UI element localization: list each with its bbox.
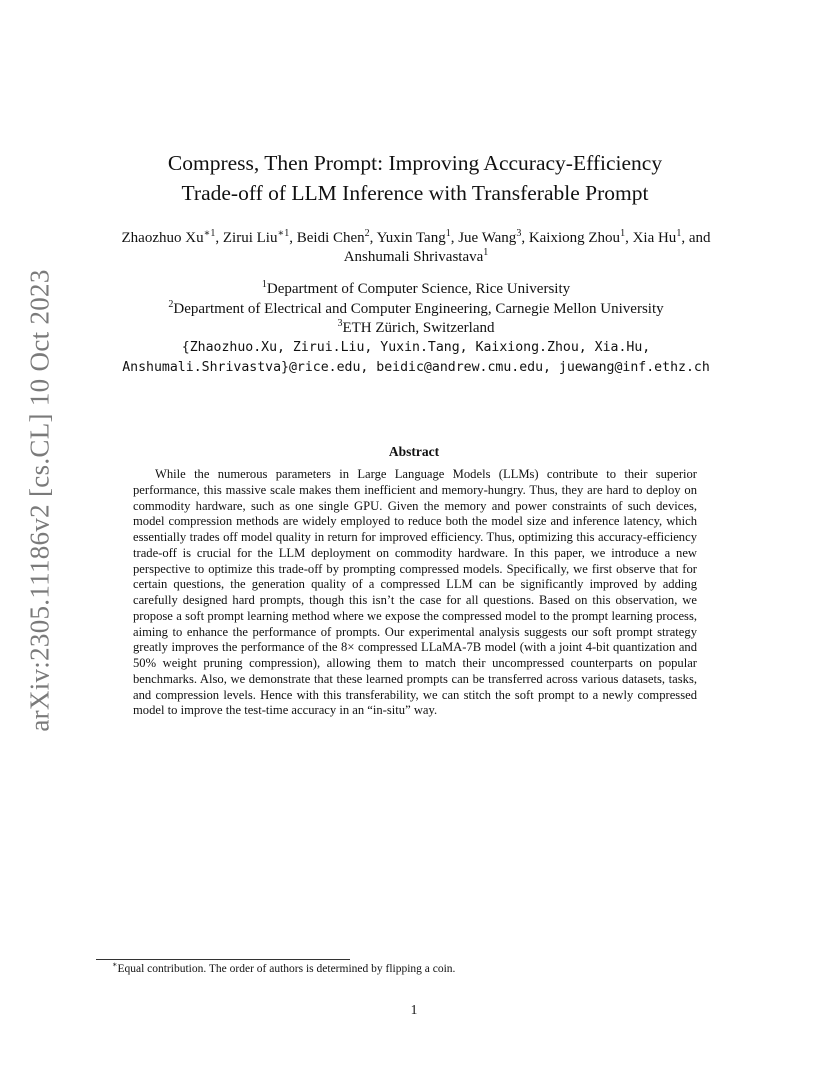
arxiv-identifier: arXiv:2305.11186v2 [cs.CL] 10 Oct 2023 — [24, 268, 55, 732]
author-name: Beidi Chen — [296, 230, 365, 246]
author-mark: 1 — [483, 247, 489, 258]
affiliation-text: Department of Computer Science, Rice University — [266, 281, 571, 297]
author-mark: 2 — [364, 228, 370, 239]
author-list: Zhaozhuo $Xu^{∗1}$, Zirui Liu$^{∗1}$, Beidi Chen$^2$, Yuxin Tang$^1$, Jue Wang$^3$, Kaixiong Zhou$^1$, Xia Hu$^1$, and Anshumali Shrivastava$^1$ — [121, 228, 711, 265]
footnote-divider — [96, 959, 350, 960]
page-number: 1 — [410, 1002, 418, 1017]
affiliation-text: Department of Electrical and Computer Engineering, Carnegie Mellon University — [173, 300, 664, 317]
author-name: Zirui Liu — [222, 230, 278, 246]
affiliation-mark: 1 — [261, 279, 267, 290]
email-addresses — [96, 338, 736, 377]
author-name: Zhaozhuo Xu — [121, 230, 204, 246]
title-line-1: Compress, Then Prompt: Improving Accuracy-Efficiency — [167, 151, 663, 175]
affiliation-line — [96, 280, 736, 300]
affiliation-mark: 2 — [168, 298, 174, 310]
affiliation-line — [96, 319, 736, 339]
arxiv-stamp — [20, 240, 60, 760]
affiliations — [96, 280, 736, 339]
author-name: Yuxin Tang — [376, 230, 446, 246]
abstract-heading: Abstract — [388, 444, 440, 459]
affiliation-mark: 3 — [337, 318, 343, 329]
abstract-body: While the numerous parameters in Large Language Models (LLMs) contribute to their superior performance, this massive scale makes them inefficient and memory-hungry. Thus, they are hard to deploy on commodity hardware, such as one single GPU. Given the memory and power constraints of such devices, model compression methods are widely employed to reduce both the model size and inference latency, which essentially trades off model quality in return for improved efficiency. Thus, optimizing this accuracy-efficiency trade-off is crucial for the LLM deployment on commodity hardware. In this paper, we introduce a new perspective to optimize this trade-off by prompting compressed models. Specifically, we first observe that for certain questions, the generation quality of a compressed LLM can be significantly improved by adding carefully designed hard prompts, though this isn’t the case for all questions. Based on this observation, we propose a soft prompt learning method where we expose the compressed model to the prompt learning process, aiming to enhance the performance of prompts. Our experimental analysis suggests our soft prompt strategy greatly improves the performance of the 8× compressed LLaMA-7B model (with a joint 4-bit quantization and 50% weight pruning compression), allowing them to match their uncompressed counterparts on popular benchmarks. Also, we demonstrate that these learned prompts can be transferred across various datasets, tasks, and compression levels. Hence with this transferability, we can stitch the soft prompt to a newly compressed model to improve the test-time accuracy in an “in-situ” way. — [133, 467, 697, 718]
author-mark: 1 — [620, 228, 626, 239]
affiliation-line — [96, 300, 736, 320]
author-mark: ∗1 — [277, 228, 290, 239]
paper-title — [100, 148, 730, 208]
author-name: Anshumali Shrivastava — [343, 249, 484, 265]
affiliation-text: ETH Zürich, Switzerland — [342, 320, 495, 336]
email-line-2: Anshumali.Shrivastva}@rice.edu, beidic@andrew.cmu.edu, juewang@inf.ethz.ch — [122, 359, 710, 375]
author-name: Jue Wang — [458, 230, 517, 246]
footnote-mark: ∗ — [112, 960, 118, 970]
author-mark: ∗1 — [203, 228, 216, 239]
author-connector: and — [688, 230, 711, 246]
footnote — [112, 960, 456, 975]
author-mark: 3 — [516, 228, 522, 239]
title-line-2: Trade-off of LLM Inference with Transferable Prompt — [181, 181, 649, 205]
author-name: Xia Hu — [632, 230, 677, 246]
footnote-text: Equal contribution. The order of authors is determined by flipping a coin. — [117, 963, 456, 975]
email-line-1: {Zhaozhuo.Xu, Zirui.Liu, Yuxin.Tang, Kaixiong.Zhou, Xia.Hu, — [181, 340, 651, 355]
author-name: Kaixiong Zhou — [528, 230, 621, 246]
author-mark: 1 — [445, 228, 451, 239]
author-mark: 1 — [676, 228, 682, 239]
